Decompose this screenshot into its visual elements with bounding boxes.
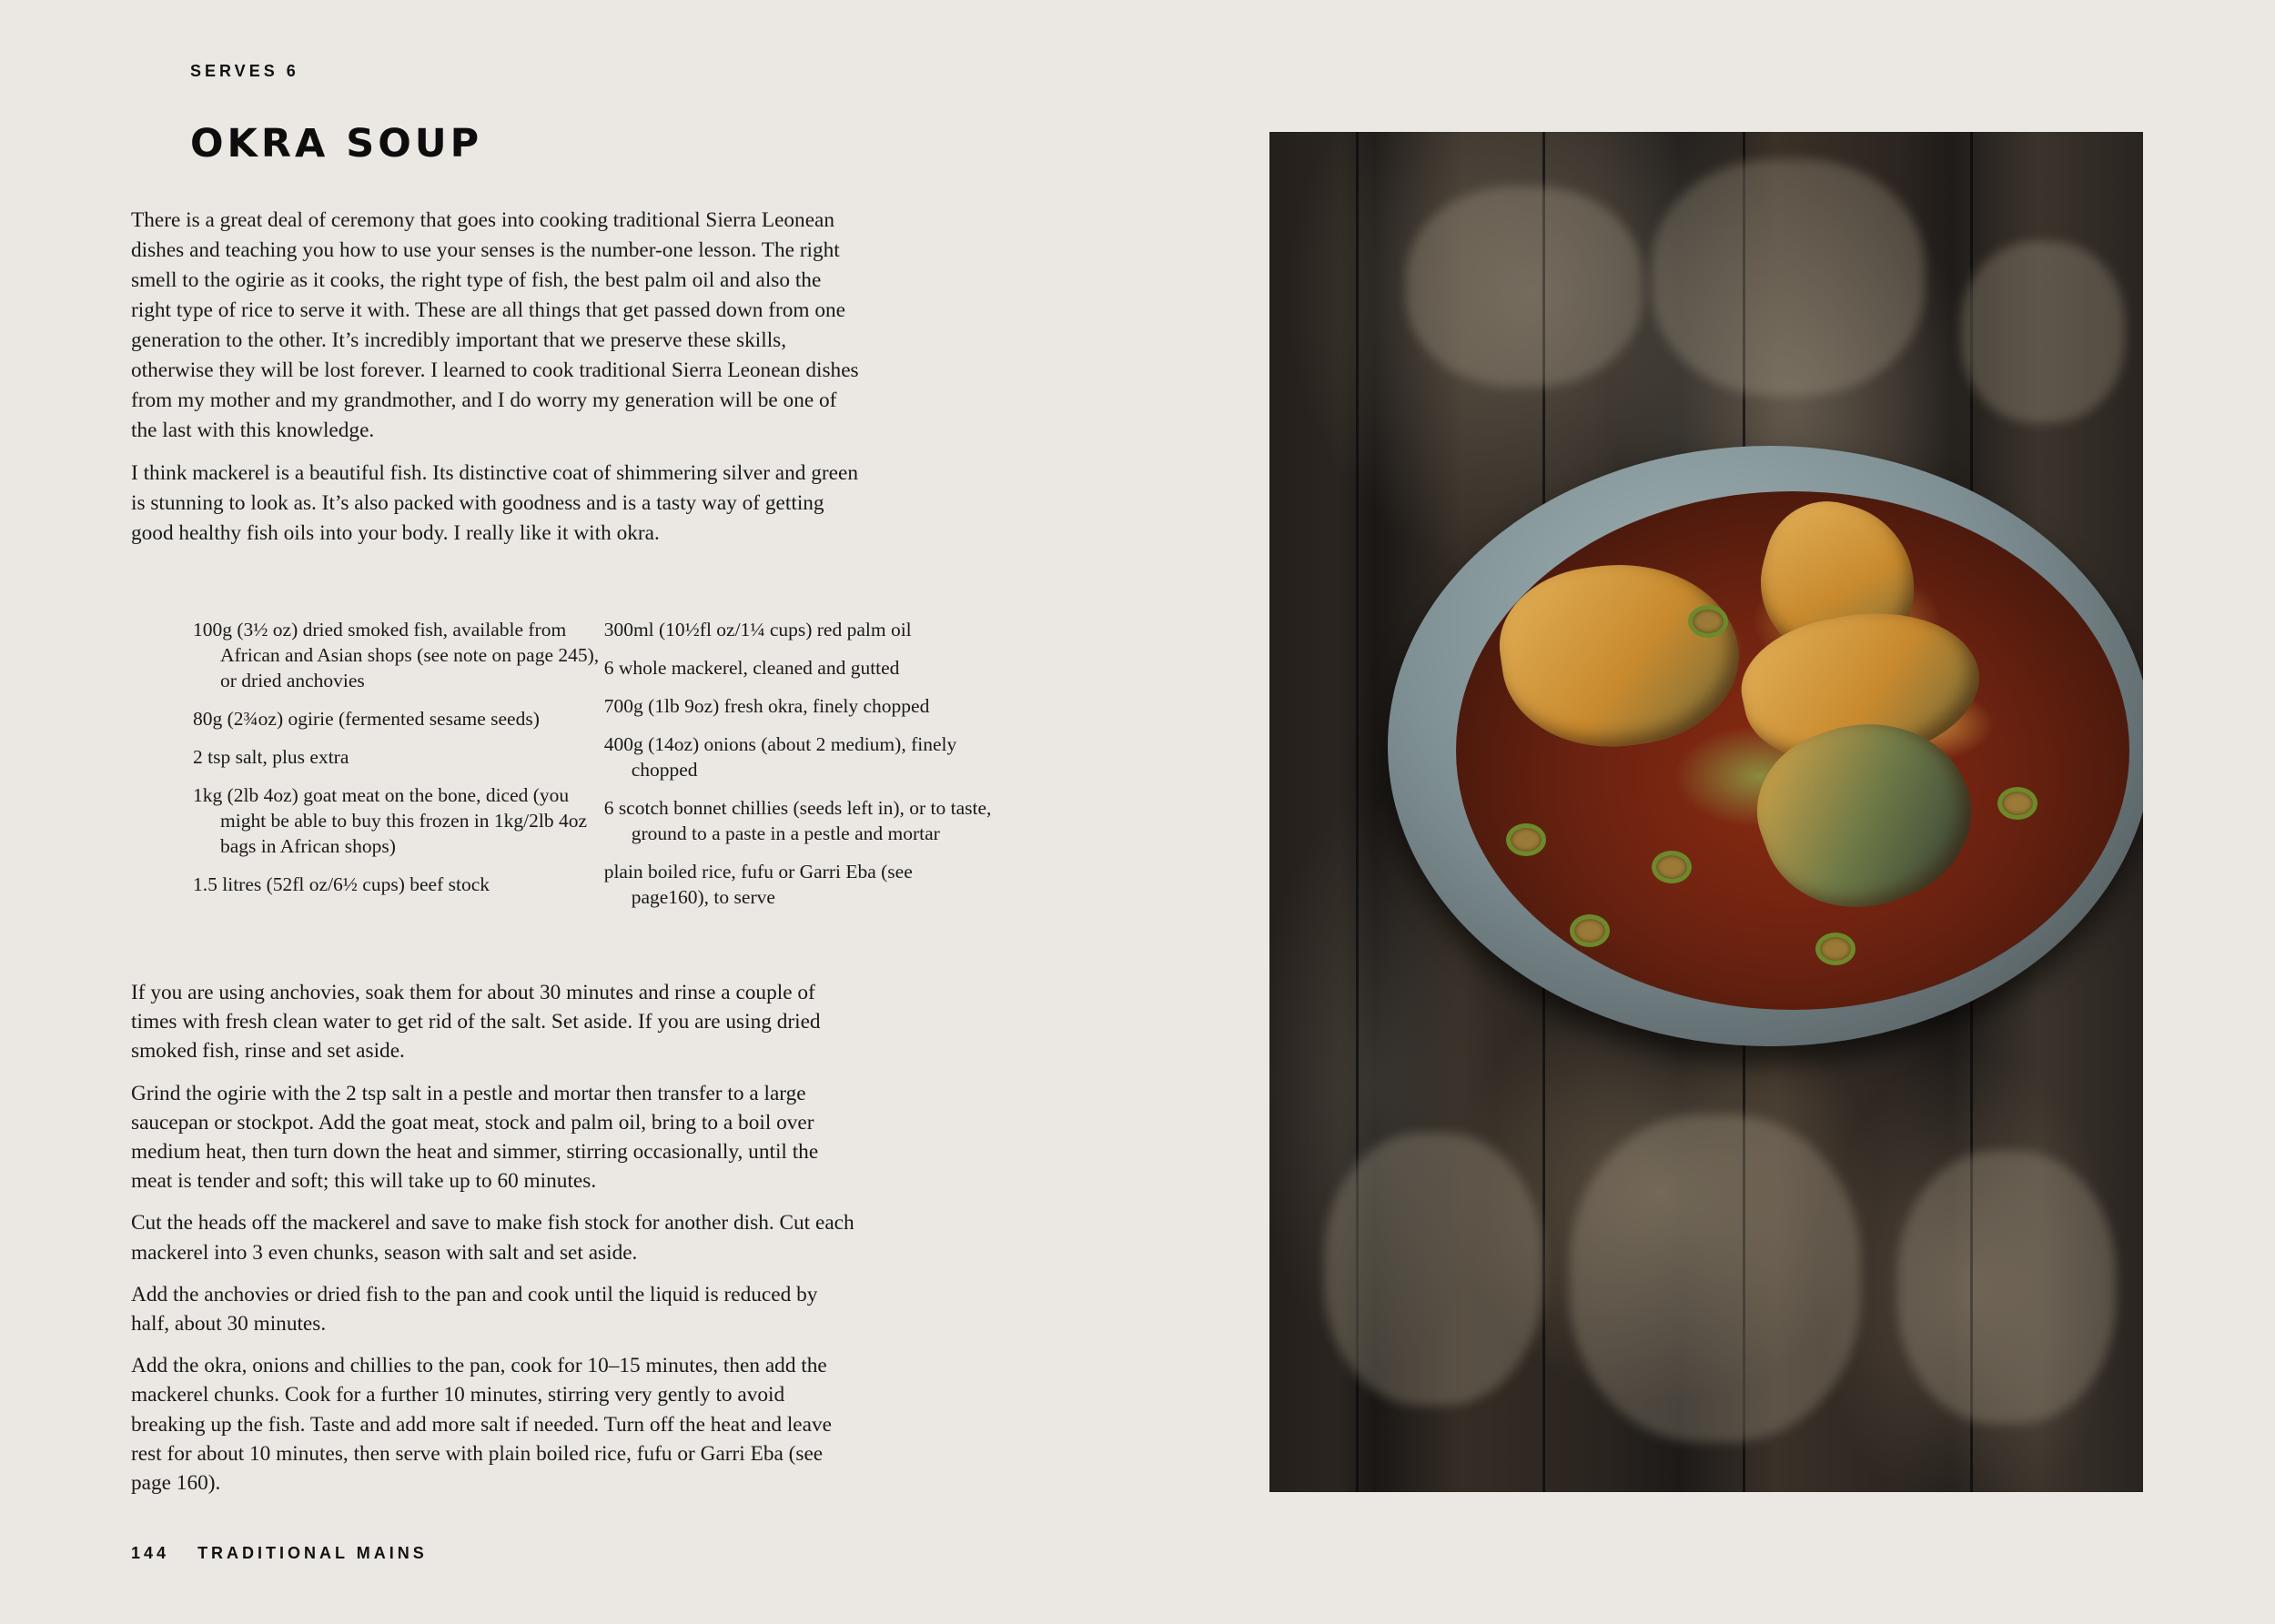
wood-texture <box>1897 1151 2116 1424</box>
ingredients-column-2 <box>604 617 994 923</box>
ingredient-item: 6 scotch bonnet chillies (seeds left in), or to taste, ground to a paste in a pestle and mortar <box>603 797 992 844</box>
recipe-title: OKRA SOUP <box>190 121 483 166</box>
method-step: Cut the heads off the mackerel and save to make fish stock for another dish. Cut each mackerel into 3 even chunks, season with salt and set aside. <box>131 1211 854 1265</box>
ingredient-item: 2 tsp salt, plus extra <box>193 746 349 768</box>
wood-texture <box>1406 187 1643 387</box>
page-number: 144 <box>131 1544 170 1562</box>
okra-slice <box>1570 914 1610 947</box>
ingredient-item: 6 whole mackerel, cleaned and gutted <box>603 657 900 679</box>
wood-texture <box>1652 159 1925 396</box>
ingredient-item: 1.5 litres (52fl oz/6½ cups) beef stock <box>193 873 490 895</box>
intro-text <box>131 206 859 561</box>
okra-slice <box>1997 787 2037 820</box>
wood-texture <box>1961 241 2125 423</box>
ingredient-item: plain boiled rice, fufu or Garri Eba (see page160), to serve <box>603 861 913 908</box>
okra-slice <box>1506 823 1546 856</box>
okra-slice <box>1688 605 1728 638</box>
recipe-photo <box>1269 132 2143 1492</box>
serves-label: SERVES 6 <box>190 62 299 80</box>
section-name: TRADITIONAL MAINS <box>197 1544 428 1562</box>
ingredients-column-1 <box>193 617 604 923</box>
method-step: Add the anchovies or dried fish to the pan and cook until the liquid is reduced by half, about 30 minutes. <box>131 1282 818 1337</box>
method-step: If you are using anchovies, soak them for about 30 minutes and rinse a couple of times with fresh clean water to get rid of the salt. Set aside. If you are using dried smoked fish, rinse and set aside. <box>131 981 821 1064</box>
ingredient-item: 80g (2¾oz) ogirie (fermented sesame seeds) <box>193 708 540 730</box>
wood-texture <box>1324 1133 1542 1406</box>
method-step: Add the okra, onions and chillies to the pan, cook for 10–15 minutes, then add the mackerel chunks. Cook for a further 10 minutes, stirring very gently to avoid breaking up the fish. Taste and add more salt if needed. Turn off the heat and leave rest for about 10 minutes, then serve with plain boiled rice, fufu or Garri Eba (see page 160). <box>131 1354 832 1496</box>
okra-slice <box>1652 851 1692 883</box>
wood-texture <box>1570 1115 1861 1442</box>
method-step: Grind the ogirie with the 2 tsp salt in a pestle and mortar then transfer to a large saucepan or stockpot. Add the goat meat, stock and palm oil, bring to a boil over medium heat, then turn down the heat and simmer, stirring occasionally, until the meat is tender and soft; this will take up to 60 minutes. <box>131 1081 819 1194</box>
intro-paragraph: There is a great deal of ceremony that goes into cooking traditional Sierra Leonean dishes and teaching you how to use your senses is the number-one lesson. The right smell to the ogirie as it cooks, the right type of fish, the best palm oil and also the right type of rice to serve it with. These are all things that get passed down from one generation to the other. It’s incredibly important that we preserve these skills, otherwise they will be lost forever. I learned to cook traditional Sierra Leonean dishes from my mother and my grandmother, and I do worry my generation will be one of the last with this knowledge. <box>131 208 859 442</box>
intro-paragraph: I think mackerel is a beautiful fish. Its distinctive coat of shimmering silver and green is stunning to look as. It’s also packed with goodness and is a tasty way of getting good healthy fish oils into your body. I really like it with okra. <box>131 461 858 545</box>
ingredient-item: 100g (3½ oz) dried smoked fish, available from African and Asian shops (see note on page 245), or dried anchovies <box>193 619 600 691</box>
okra-slice <box>1815 933 1855 965</box>
ingredient-item: 300ml (10½fl oz/1¼ cups) red palm oil <box>603 619 912 641</box>
method-steps <box>131 978 859 1510</box>
ingredient-item: 400g (14oz) onions (about 2 medium), finely chopped <box>603 733 957 781</box>
ingredients-list <box>193 617 994 923</box>
page-footer <box>131 1544 428 1563</box>
ingredient-item: 700g (1lb 9oz) fresh okra, finely chopped <box>603 695 930 717</box>
ingredient-item: 1kg (2lb 4oz) goat meat on the bone, diced (you might be able to buy this frozen in 1kg/2lb 4oz bags in African shops) <box>193 784 588 857</box>
